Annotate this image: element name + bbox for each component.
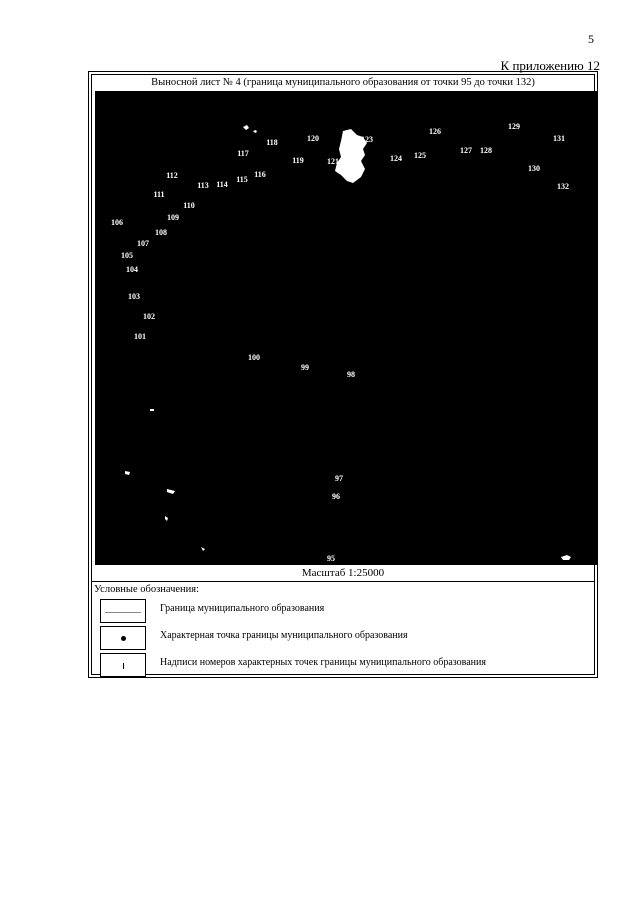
sheet-frame	[88, 71, 598, 678]
legend-row-boundary	[100, 599, 590, 623]
point-label-116: 116	[254, 170, 266, 179]
terrain-patch	[150, 409, 154, 411]
map-area[interactable]	[95, 91, 597, 565]
legend-title: Условные обозначения:	[94, 584, 200, 595]
point-label-129: 129	[508, 122, 520, 131]
point-label-124: 124	[390, 154, 402, 163]
point-label-127: 127	[460, 146, 472, 155]
point-label-97: 97	[335, 474, 343, 483]
point-icon	[121, 636, 126, 641]
point-label-110: 110	[183, 201, 195, 210]
point-label-107: 107	[137, 239, 149, 248]
legend-label: Характерная точка границы муниципального образования	[160, 630, 408, 641]
point-label-112: 112	[166, 171, 178, 180]
point-label-111: 111	[153, 190, 165, 199]
point-label-105: 105	[121, 251, 133, 260]
point-label-128: 128	[480, 146, 492, 155]
terrain-patch	[167, 489, 175, 494]
sheet-title: Выносной лист № 4 (граница муниципального образования от точки 95 до точки 132)	[151, 77, 535, 88]
point-label-95: 95	[327, 554, 335, 563]
point-label-101: 101	[134, 332, 146, 341]
point-label-131: 131	[553, 134, 565, 143]
point-label-117: 117	[237, 149, 249, 158]
point-label-106: 106	[111, 218, 123, 227]
point-label-126: 126	[429, 127, 441, 136]
terrain-patch	[561, 555, 571, 560]
point-label-115: 115	[236, 175, 248, 184]
legend-symbol-point	[100, 626, 146, 650]
point-label-109: 109	[167, 213, 179, 222]
page-number: 5	[588, 32, 594, 46]
point-label-100: 100	[248, 353, 260, 362]
point-label-123: 123	[361, 135, 373, 144]
boundary-line-icon	[105, 612, 141, 613]
terrain-patch	[201, 547, 205, 551]
appendix-label: К приложению 12	[500, 58, 600, 73]
terrain-patch	[253, 130, 257, 133]
point-label-104: 104	[126, 265, 138, 274]
terrain-patch	[125, 471, 130, 475]
point-label-119: 119	[292, 156, 304, 165]
point-label-130: 130	[528, 164, 540, 173]
legend-label: Надписи номеров характерных точек границы муниципального образования	[160, 657, 486, 668]
legend-symbol-boundary-line	[100, 599, 146, 623]
point-label-108: 108	[155, 228, 167, 237]
point-label-132: 132	[557, 182, 569, 191]
point-label-118: 118	[266, 138, 278, 147]
terrain-patch	[165, 516, 168, 521]
terrain-patch	[243, 125, 249, 130]
map-canvas	[95, 91, 597, 565]
point-label-96: 96	[332, 492, 340, 501]
legend-row-point	[100, 626, 590, 650]
point-label-122: 122	[348, 159, 360, 168]
legend-label: Граница муниципального образования	[160, 603, 325, 614]
tick-icon	[123, 663, 124, 669]
point-label-114: 114	[216, 180, 228, 189]
point-label-113: 113	[197, 181, 209, 190]
point-label-121: 121	[327, 157, 339, 166]
point-label-98: 98	[347, 370, 355, 379]
point-labels	[111, 122, 569, 563]
sheet-frame-inner	[91, 74, 595, 675]
point-label-125: 125	[414, 151, 426, 160]
point-label-103: 103	[128, 292, 140, 301]
point-label-99: 99	[301, 363, 309, 372]
legend-separator	[92, 581, 594, 582]
point-label-120: 120	[307, 134, 319, 143]
point-label-102: 102	[143, 312, 155, 321]
scale-label: Масштаб 1:25000	[301, 567, 385, 579]
legend-symbol-tick	[100, 653, 146, 677]
legend-row-tick	[100, 653, 590, 677]
